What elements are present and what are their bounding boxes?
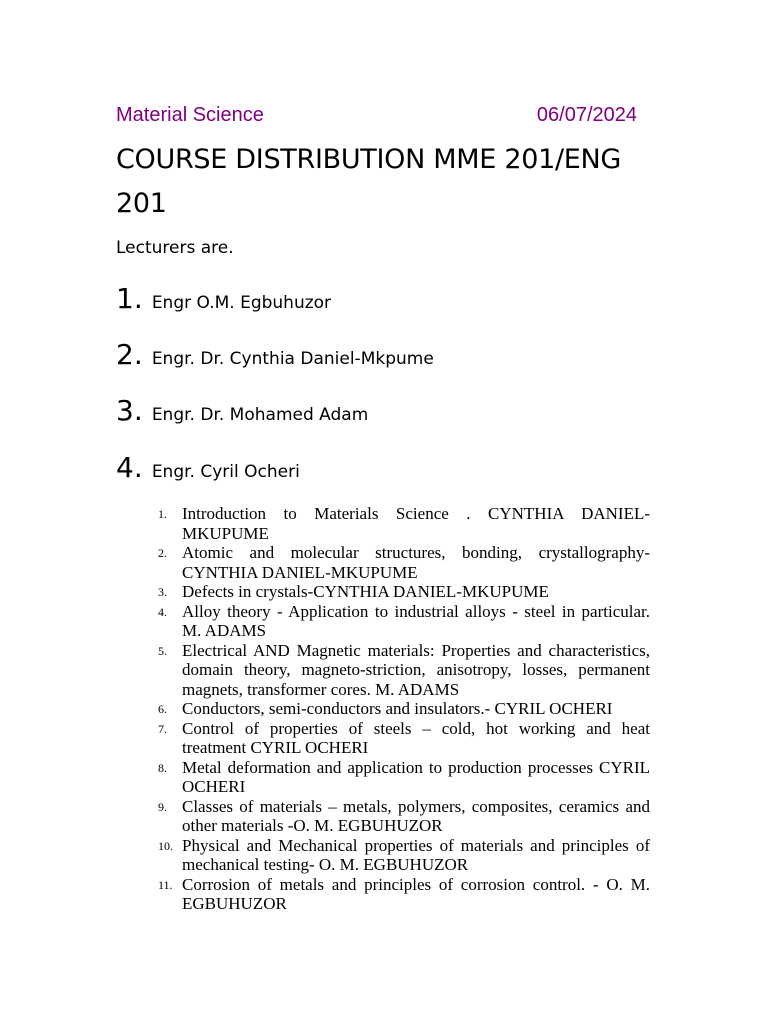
lecturer-item — [116, 338, 434, 374]
lecturer-number: 3. — [116, 394, 143, 427]
topic-number: 9. — [158, 799, 167, 814]
topic-number: 8. — [158, 760, 167, 775]
lecturer-item — [116, 451, 300, 487]
topic-number: 11. — [158, 877, 173, 892]
topic-item — [158, 719, 650, 758]
topic-text: Metal deformation and application to production processes CYRIL OCHERI — [182, 757, 650, 796]
lecturer-number: 4. — [116, 451, 143, 484]
topic-text: Control of properties of steels – cold, hot working and heat treatment CYRIL OCHERI — [182, 718, 650, 757]
lecturer-number: 1. — [116, 282, 143, 315]
topic-number: 6. — [158, 702, 167, 716]
lecturer-name: Engr. Cyril Ocheri — [151, 462, 300, 482]
topic-item — [158, 602, 650, 641]
topic-number: 2. — [158, 546, 167, 560]
topic-number: 10. — [158, 838, 173, 853]
topic-text: Electrical AND Magnetic materials: Properties and characteristics, domain theory, magneto-striction, anisotropy, losses, permanent magnets, transformer cores. M. ADAMS — [182, 640, 650, 699]
topic-text: Alloy theory - Application to industrial alloys - steel in particular. M. ADAMS — [182, 601, 650, 640]
header-row — [116, 104, 637, 130]
lecturers-intro: Lecturers are. — [116, 238, 234, 258]
topic-number: 7. — [158, 721, 167, 736]
lecturer-number: 2. — [116, 338, 143, 371]
topic-number: 4. — [158, 604, 167, 619]
lecturer-name: Engr. Dr. Mohamed Adam — [151, 405, 369, 425]
lecturer-item — [116, 394, 368, 430]
lecturer-item — [116, 282, 331, 318]
topic-text: Classes of materials – metals, polymers, composites, ceramics and other materials -O. M. EGBUHUZOR — [182, 796, 650, 835]
page-title: COURSE DISTRIBUTION MME 201/ENG 201 — [116, 144, 622, 219]
topic-number: 3. — [158, 585, 167, 599]
topic-text: Corrosion of metals and principles of corrosion control. - O. M. EGBUHUZOR — [182, 874, 650, 913]
topic-number: 1. — [158, 507, 167, 521]
topic-item — [158, 504, 650, 543]
topic-item — [158, 582, 650, 602]
topic-item — [158, 836, 650, 875]
topic-item — [158, 875, 650, 914]
topic-text: Physical and Mechanical properties of materials and principles of mechanical testing- O. M. EGBUHUZOR — [182, 835, 650, 874]
topic-text: Introduction to Materials Science . CYNTHIA DANIEL-MKUPUME — [182, 504, 650, 543]
topic-text: Conductors, semi-conductors and insulators.- CYRIL OCHERI — [182, 699, 613, 718]
date-label: 06/07/2024 — [536, 104, 637, 126]
topic-item — [158, 641, 650, 700]
lecturer-name: Engr O.M. Egbuhuzor — [151, 293, 332, 313]
topic-text: Defects in crystals-CYNTHIA DANIEL-MKUPUME — [182, 582, 549, 601]
topic-number: 5. — [158, 643, 167, 658]
topic-item — [158, 543, 650, 582]
subject-label: Material Science — [116, 104, 264, 126]
topic-item — [158, 797, 650, 836]
topic-text: Atomic and molecular structures, bonding, crystallography-CYNTHIA DANIEL-MKUPUME — [182, 543, 650, 582]
topic-list — [158, 504, 650, 914]
lecturer-name: Engr. Dr. Cynthia Daniel-Mkpume — [151, 349, 434, 369]
topic-item — [158, 699, 650, 719]
topic-item — [158, 758, 650, 797]
